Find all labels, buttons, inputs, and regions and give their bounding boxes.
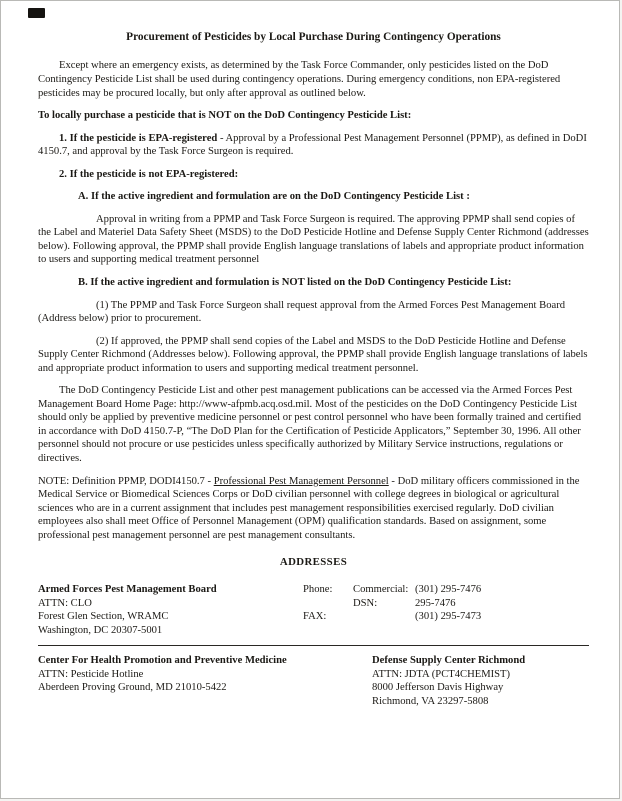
afpmb-name: Armed Forces Pest Management Board bbox=[38, 584, 217, 596]
dscr-line3: Richmond, VA 23297-5808 bbox=[372, 695, 489, 707]
phone-row-dsn bbox=[303, 597, 589, 611]
note-paragraph bbox=[38, 475, 589, 543]
access-paragraph: The DoD Contingency Pesticide List and other pest management publications can be accessed via the Armed Forces Pest Management Board Home Page: http://www-afpmb.acq.osd.mil. Most of the pesticides on the DoD Contingency Pesticide List should only be applied by preventive medicine personnel or pest control personnel who have been formally trained and certified in accordance with DoD 4150.7-P, “The DoD Plan for the Certification of Pesticide Applicators,” September 30, 1996. All other personnel should not procure or use pesticides unless specifically authorized by Military Service instructions, regulations or directives. bbox=[38, 385, 582, 465]
sub-a-body: Approval in writing from a PPMP and Task Force Surgeon is required. The approving PPMP shall send copies of the Label and Materiel Data Safety Sheet (MSDS) to the DoD Pesticide Hotline and Defense Supply Center Richmond (addresses below). Following approval, the PPMP shall provide English language translations of labels and appropriate product information to users and supporting medical treatment personnel bbox=[38, 213, 589, 266]
sub-b-item-2: (2) If approved, the PPMP shall send copies of the Label and MSDS to the DoD Pesticide Hotline and Defense Supply Center Richmond (Addresses below). Following approval, the PPMP shall provide English language translations of labels and appropriate product information to users and supporting medical treatment personnel. bbox=[38, 335, 588, 374]
chppm-address bbox=[38, 654, 372, 708]
chppm-name: Center For Health Promotion and Preventive Medicine bbox=[38, 655, 287, 667]
fax-label: FAX: bbox=[303, 611, 327, 623]
scan-artifact-mark bbox=[28, 8, 45, 18]
document-title: Procurement of Pesticides by Local Purchase During Contingency Operations bbox=[126, 31, 501, 43]
item-1-lead: 1. If the pesticide is EPA-registered bbox=[59, 132, 218, 144]
sub-a-heading: A. If the active ingredient and formulation are on the DoD Contingency Pesticide List : bbox=[78, 191, 470, 203]
address-block-afpmb bbox=[38, 583, 589, 637]
fax-spacer bbox=[353, 610, 415, 624]
dscr-attn: ATTN: JDTA (PCT4CHEMIST) bbox=[372, 668, 511, 680]
addresses-heading: ADDRESSES bbox=[279, 556, 348, 569]
address-block-bottom bbox=[38, 654, 589, 708]
afpmb-address bbox=[38, 583, 303, 637]
afpmb-line3: Washington, DC 20307-5001 bbox=[38, 624, 163, 636]
fax-number: (301) 295-7473 bbox=[415, 611, 482, 623]
sub-b-heading: B. If the active ingredient and formulation is NOT listed on the DoD Contingency Pesticide List: bbox=[78, 277, 512, 289]
dscr-address bbox=[372, 654, 589, 708]
item-1-body: - Approval by a Professional Pest Management Personnel (PPMP), as defined in DoDI 4150.7, and approval by the Task Force Surgeon is required. bbox=[38, 132, 587, 158]
afpmb-phone-block bbox=[303, 583, 589, 637]
sub-b-item-1: (1) The PPMP and Task Force Surgeon shall request approval from the Armed Forces Pest Management Board (Address below) prior to procurement. bbox=[38, 299, 566, 325]
dsn-number: 295-7476 bbox=[415, 597, 456, 609]
item-2: 2. If the pesticide is not EPA-registered: bbox=[59, 168, 239, 180]
item-1 bbox=[38, 132, 589, 159]
commercial-label: Commercial: bbox=[353, 584, 409, 596]
document-content bbox=[38, 30, 589, 709]
note-prefix: NOTE: Definition PPMP, DODI4150.7 - bbox=[38, 475, 214, 487]
commercial-number: (301) 295-7476 bbox=[415, 584, 482, 596]
phone-row-commercial bbox=[303, 583, 589, 597]
afpmb-line2: Forest Glen Section, WRAMC bbox=[38, 611, 169, 623]
chppm-attn: ATTN: Pesticide Hotline bbox=[38, 668, 144, 680]
note-term: Professional Pest Management Personnel bbox=[213, 475, 389, 487]
chppm-line2: Aberdeen Proving Ground, MD 21010-5422 bbox=[38, 682, 227, 694]
phone-label: Phone: bbox=[303, 584, 333, 596]
address-divider-rule bbox=[38, 645, 589, 646]
dscr-name: Defense Supply Center Richmond bbox=[372, 655, 526, 667]
afpmb-attn: ATTN: CLO bbox=[38, 597, 92, 609]
phone-row-fax bbox=[303, 610, 589, 624]
note-body: - DoD military officers commissioned in the Medical Service or Biomedical Sciences Corps or DoD civilian personnel with college degrees in biological or agricultural sciences who are in a current assignment that includes pest management responsibilities exercised regularly. DoD civilian employees also shall meet Office of Personnel Management (OPM) qualification standards. Based on assignment, some professional pest management personnel are pest management consultants. bbox=[38, 475, 580, 541]
intro-paragraph: Except where an emergency exists, as determined by the Task Force Commander, only pesticides listed on the DoD Contingency Pesticide List shall be used during contingency operations. During emergency conditions, non EPA-registered pesticides may be procured locally, but only after approval as outlined below. bbox=[38, 60, 561, 99]
purchase-heading: To locally purchase a pesticide that is NOT on the DoD Contingency Pesticide List: bbox=[38, 110, 412, 122]
dscr-line2: 8000 Jefferson Davis Highway bbox=[372, 682, 504, 694]
dsn-label: DSN: bbox=[353, 597, 378, 609]
dsn-spacer bbox=[303, 597, 353, 611]
